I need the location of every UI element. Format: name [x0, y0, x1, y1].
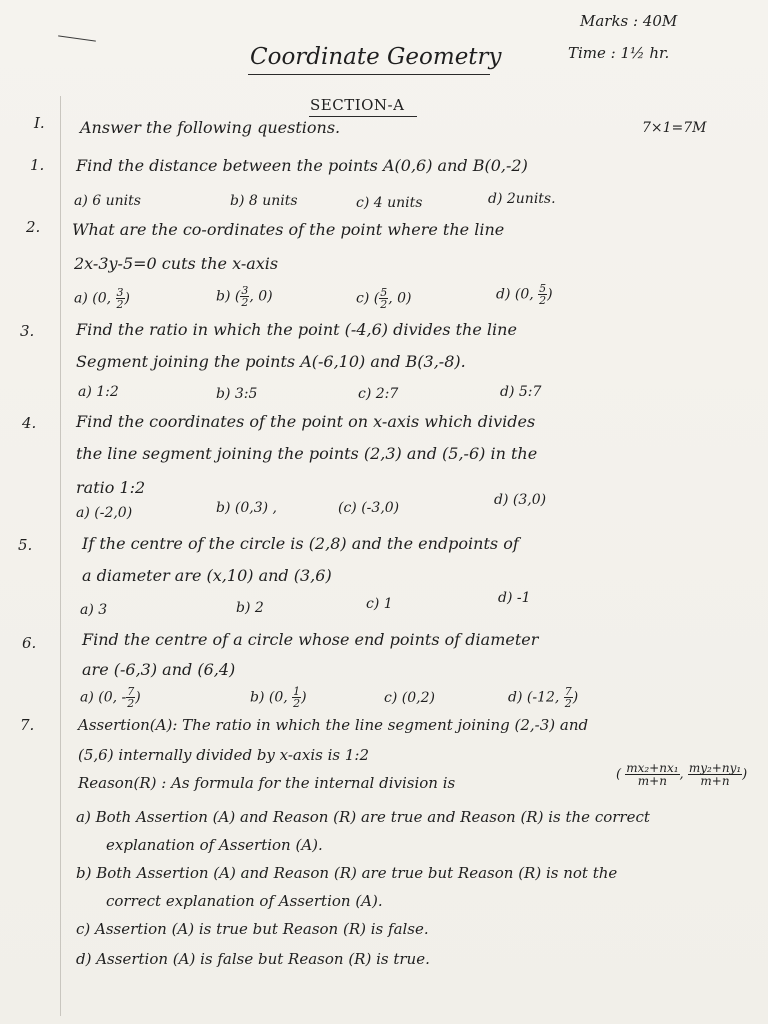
option-d: d) (0, $\frac{5}{2}$ ): [496, 282, 553, 307]
title-underline: [248, 74, 490, 75]
option-b: b) 2: [236, 600, 264, 616]
page-title: Coordinate Geometry: [250, 44, 502, 70]
fraction: $\frac{5}{2}$: [539, 282, 547, 307]
question-number: 4.: [22, 414, 37, 432]
option-b: b) Both Assertion (A) and Reason (R) are true but Reason (R) is not the: [76, 864, 618, 882]
option-a: a) Both Assertion (A) and Reason (R) are true and Reason (R) is the correct: [76, 808, 650, 826]
part-instruction: Answer the following questions.: [80, 118, 341, 137]
assertion-text: Assertion(A): The ratio in which the line segment joining (2,-3) and: [78, 716, 589, 734]
marks-label: Marks : 40M: [580, 12, 678, 30]
margin-line: [60, 96, 61, 1016]
option-c: c) ( $\frac{5}{2}$ , 0): [356, 286, 412, 311]
question-number: 6.: [22, 634, 37, 652]
option-a: a) (0, - $\frac{7}{2}$ ): [80, 685, 141, 710]
question-number: 5.: [18, 536, 33, 554]
fraction: $\frac{\text{my₂+ny₁}}{m+n}$: [688, 761, 742, 788]
question-text: Find the centre of a circle whose end points of diameter: [82, 630, 539, 649]
part-marks: 7×1=7M: [642, 120, 707, 136]
option-b: b) 3:5: [216, 386, 258, 402]
question-text: ratio 1:2: [76, 478, 146, 497]
section-underline: [309, 116, 417, 117]
question-text: Find the distance between the points A(0,6) and B(0,-2): [76, 156, 528, 175]
option-a-cont: explanation of Assertion (A).: [106, 836, 323, 854]
question-text: are (-6,3) and (6,4): [82, 660, 236, 679]
option-c: c) 4 units: [356, 195, 423, 211]
option-b: b) (0, $\frac{1}{2}$ ): [250, 685, 307, 710]
question-number: 7.: [20, 716, 35, 734]
question-text: Find the coordinates of the point on x-axis which divides: [76, 412, 536, 431]
option-a: a) (0, $\frac{3}{2}$ ): [74, 286, 130, 311]
option-c: (c) (-3,0): [338, 500, 400, 516]
option-c: c) (0,2): [384, 690, 435, 706]
section-heading: SECTION-A: [310, 96, 405, 114]
option-c: c) 1: [366, 596, 393, 612]
question-text: If the centre of the circle is (2,8) and the endpoints of: [82, 534, 519, 553]
option-b: b) (0,3) ,: [216, 500, 277, 516]
question-text: Find the ratio in which the point (-4,6) divides the line: [76, 320, 517, 339]
pen-stroke: [58, 35, 96, 41]
option-d: d) Assertion (A) is false but Reason (R) is true.: [76, 950, 430, 968]
option-b-cont: correct explanation of Assertion (A).: [106, 892, 383, 910]
question-number: 2.: [26, 218, 41, 236]
option-a: a) 1:2: [78, 384, 119, 400]
reason-text: Reason(R) : As formula for the internal division is: [78, 774, 456, 792]
question-number: 3.: [20, 322, 35, 340]
fraction: $\frac{1}{2}$: [293, 685, 301, 710]
fraction: $\frac{5}{2}$: [380, 286, 388, 311]
part-number: I.: [34, 114, 45, 132]
option-d: d) -1: [498, 590, 531, 606]
option-c: c) Assertion (A) is true but Reason (R) is false.: [76, 920, 429, 938]
question-text: What are the co-ordinates of the point where the line: [72, 220, 505, 239]
question-text: 2x-3y-5=0 cuts the x-axis: [74, 254, 279, 273]
fraction: $\frac{7}{2}$: [564, 685, 572, 710]
fraction: $\frac{7}{2}$: [127, 685, 135, 710]
section-formula: ( $\frac{\text{mx₂+nx₁}}{m+n}$ , $\frac{\text{my₂+ny₁}}{m+n}$ ): [616, 761, 748, 788]
option-a: a) 6 units: [74, 193, 141, 209]
question-text: a diameter are (x,10) and (3,6): [82, 566, 332, 585]
option-a: a) 3: [80, 602, 108, 618]
fraction: $\frac{\text{mx₂+nx₁}}{m+n}$: [626, 761, 679, 788]
assertion-text: (5,6) internally divided by x-axis is 1:2: [78, 746, 369, 764]
option-b: b) 8 units: [230, 193, 298, 209]
option-d: d) 5:7: [500, 384, 542, 400]
question-number: 1.: [30, 156, 45, 174]
option-d: d) (-12, $\frac{7}{2}$ ): [508, 685, 579, 710]
option-a: a) (-2,0): [76, 505, 133, 521]
option-d: d) (3,0): [494, 492, 547, 508]
question-text: the line segment joining the points (2,3) and (5,-6) in the: [76, 444, 538, 463]
time-label: Time : 1½ hr.: [568, 44, 670, 62]
question-text: Segment joining the points A(-6,10) and B(3,-8).: [76, 352, 466, 371]
fraction: $\frac{3}{2}$: [116, 286, 124, 311]
option-c: c) 2:7: [358, 386, 399, 402]
option-b: b) ( $\frac{3}{2}$ , 0): [216, 284, 273, 309]
corner-mark: [740, 4, 762, 24]
fraction: $\frac{3}{2}$: [241, 284, 249, 309]
option-d: d) 2units.: [488, 191, 556, 207]
